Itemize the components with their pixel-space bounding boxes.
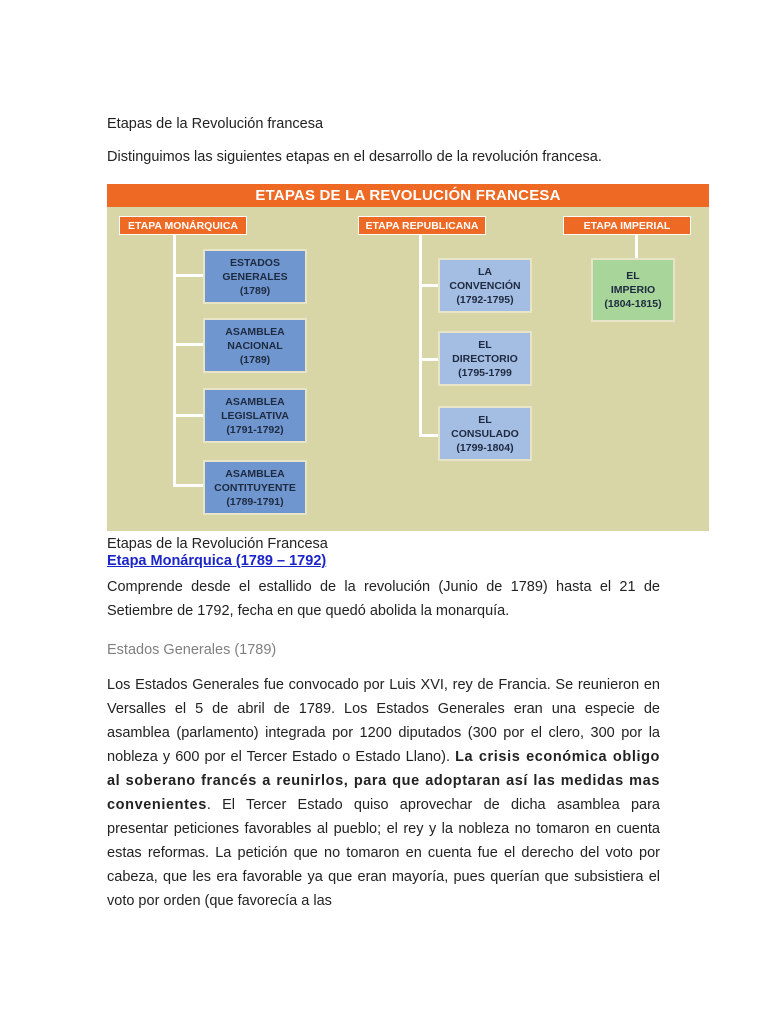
diagram-header: ETAPAS DE LA REVOLUCIÓN FRANCESA <box>107 184 709 207</box>
stage-box-asamblea-legislativa: ASAMBLEA LEGISLATIVA (1791-1792) <box>203 388 307 443</box>
connector-line <box>419 434 439 437</box>
stage-imperial-label: ETAPA IMPERIAL <box>563 216 691 235</box>
stage-republicana-label: ETAPA REPUBLICANA <box>358 216 486 235</box>
revolution-stages-diagram <box>107 184 709 531</box>
connector-line <box>173 235 176 487</box>
connector-line <box>173 274 204 277</box>
stage-box-imperio: EL IMPERIO (1804-1815) <box>591 258 675 322</box>
stage-box-asamblea-constituyente: ASAMBLEA CONTITUYENTE (1789-1791) <box>203 460 307 515</box>
stage-box-directorio: EL DIRECTORIO (1795-1799 <box>438 331 532 386</box>
connector-line <box>419 284 439 287</box>
stage-box-estados-generales: ESTADOS GENERALES (1789) <box>203 249 307 304</box>
stage-monarquica-label: ETAPA MONÁRQUICA <box>119 216 247 235</box>
connector-line <box>173 414 204 417</box>
body-paragraph: Los Estados Generales fue convocado por Luis XVI, rey de Francia. Se reunieron en Versalles el 5 de abril de 1789. Los Estados Generales eran una especie de asamblea (parlamento) integrada por 1200 diputados (300 por el clero, 300 por la nobleza y 600 por el Tercer Estado o Estado Llano). La crisis económica obligo al soberano francés a reunirlos, para que adoptaran así las medidas mas convenientes. El Tercer Estado quiso aprovechar de dicha asamblea para presentar peticiones favorables al pueblo; el rey y la nobleza no tomaron en cuenta estas reformas. La petición que no tomaron en cuenta fue el derecho del voto por cabeza, que les era favorable ya que eran mayoría, pues querían que subsistiera el voto por orden (que favorecía a las <box>107 677 660 909</box>
diagram-caption: Etapas de la Revolución Francesa <box>107 536 328 552</box>
stage-box-asamblea-nacional: ASAMBLEA NACIONAL (1789) <box>203 318 307 373</box>
connector-line <box>635 235 638 259</box>
section-paragraph: Comprende desde el estallido de la revolución (Junio de 1789) hasta el 21 de Setiembre de 1792, fecha en que quedó abolida la monarquía. <box>107 579 660 619</box>
document-title: Etapas de la Revolución francesa <box>107 116 324 132</box>
stage-box-consulado: EL CONSULADO (1799-1804) <box>438 406 532 461</box>
connector-line <box>173 343 204 346</box>
connector-line <box>173 484 204 487</box>
subheading-estados-generales: Estados Generales (1789) <box>107 642 277 658</box>
section-link-etapa-monarquica[interactable]: Etapa Monárquica (1789 – 1792) <box>107 553 327 569</box>
body-bold-text: La crisis económica obligo al soberano francés a reunirlos, para que adoptaran así las medidas mas convenientes <box>107 749 660 813</box>
connector-line <box>419 235 422 437</box>
connector-line <box>419 358 439 361</box>
intro-text: Distinguimos las siguientes etapas en el desarrollo de la revolución francesa. <box>107 149 602 165</box>
stage-box-convencion: LA CONVENCIÓN (1792-1795) <box>438 258 532 313</box>
